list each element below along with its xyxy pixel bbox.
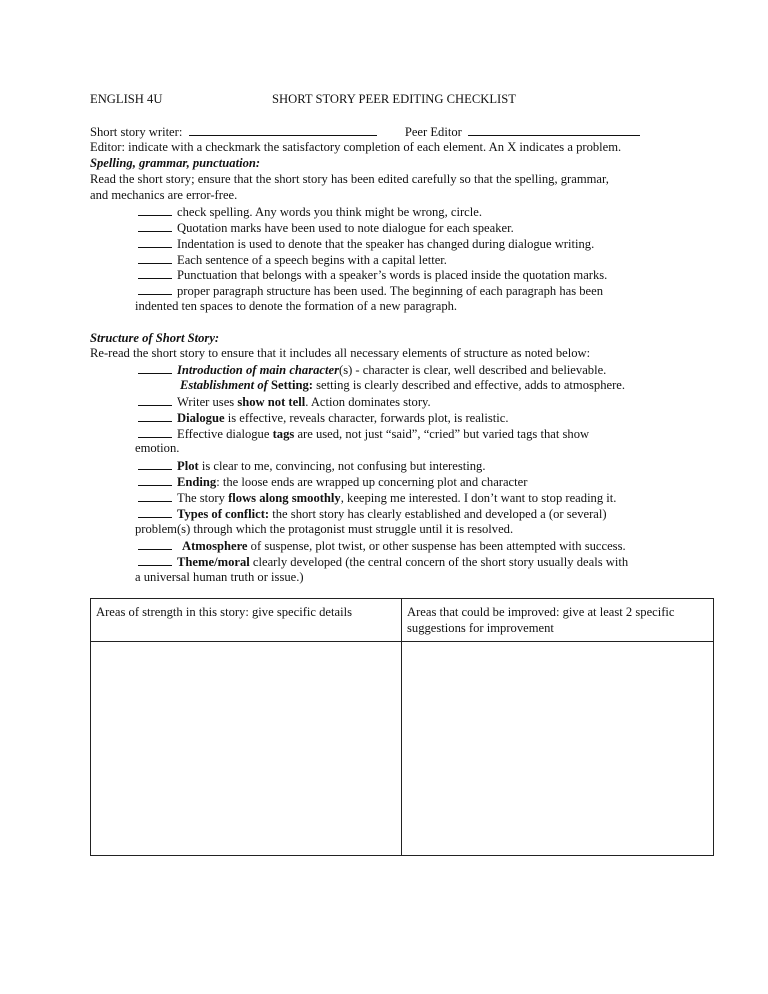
- check-blank[interactable]: [138, 251, 172, 264]
- check-blank[interactable]: [138, 537, 172, 550]
- check-blank[interactable]: [138, 505, 172, 518]
- checklist-item: [138, 537, 626, 554]
- strengths-cell[interactable]: [91, 642, 402, 856]
- page-title: SHORT STORY PEER EDITING CHECKLIST: [272, 92, 516, 106]
- spelling-intro-1: Read the short story; ensure that the short story has been edited carefully so that the spelling, grammar,: [90, 172, 609, 186]
- check-blank[interactable]: [138, 489, 172, 502]
- checklist-item: [138, 409, 508, 426]
- item-text: . Action dominates story.: [305, 395, 431, 409]
- item-text: clearly developed (the central concern of the short story usually deals with: [249, 555, 629, 569]
- item-text: , keeping me interested. I don’t want to stop reading it.: [340, 491, 617, 505]
- item-text: The story: [177, 491, 229, 505]
- item-text: the short story has clearly established and developed a (or several): [269, 507, 607, 521]
- item-bold: Plot: [177, 459, 199, 473]
- item-text: proper paragraph structure has been used. The beginning of each paragraph has been: [177, 284, 604, 298]
- item-text: (s) - character is clear, well described and believable.: [339, 363, 607, 377]
- item-bold: Establishment of: [180, 378, 268, 392]
- item-bold: tags: [272, 427, 295, 441]
- item-bold: Theme/moral: [177, 555, 250, 569]
- item-text: Each sentence of a speech begins with a capital letter.: [177, 253, 447, 267]
- checklist-item: [138, 489, 616, 506]
- item-text: setting is clearly described and effective, adds to atmosphere.: [312, 378, 626, 392]
- header-course: ENGLISH 4U: [90, 92, 163, 106]
- checklist-item: [138, 361, 606, 378]
- item-bold: show not tell: [237, 395, 306, 409]
- structure-heading: Structure of Short Story:: [90, 331, 220, 345]
- checklist-item: [138, 282, 603, 299]
- check-blank[interactable]: [138, 473, 172, 486]
- check-blank[interactable]: [138, 361, 172, 374]
- spelling-intro-2: and mechanics are error-free.: [90, 188, 238, 202]
- item-text: Effective dialogue: [177, 427, 273, 441]
- check-blank[interactable]: [138, 266, 172, 279]
- writer-label: Short story writer:: [90, 125, 183, 139]
- item-continuation: problem(s) through which the protagonist must struggle until it is resolved.: [135, 522, 514, 536]
- checklist-item: [138, 219, 514, 236]
- checklist-item: [138, 473, 527, 490]
- check-blank[interactable]: [138, 553, 172, 566]
- item-text: is effective, reveals character, forwards plot, is realistic.: [224, 411, 509, 425]
- editor-label: Peer Editor: [404, 125, 462, 139]
- names-line: [90, 123, 640, 140]
- structure-intro: Re-read the short story to ensure that it includes all necessary elements of structure as noted below:: [90, 346, 591, 360]
- improvements-header-line-1: Areas that could be improved: give at least 2 specific: [407, 605, 675, 619]
- item-continuation: indented ten spaces to denote the formation of a new paragraph.: [135, 299, 458, 313]
- item-bold: Dialogue: [177, 411, 225, 425]
- checklist-item: [138, 266, 607, 283]
- item-bold: Atmosphere: [182, 539, 248, 553]
- item-text: is clear to me, convincing, not confusing but interesting.: [198, 459, 486, 473]
- writer-name-blank[interactable]: [189, 123, 377, 136]
- editor-name-blank[interactable]: [468, 123, 640, 136]
- checklist-item: [138, 505, 607, 522]
- item-bold: Types of conflict:: [177, 507, 270, 521]
- item-continuation: a universal human truth or issue.): [135, 570, 304, 584]
- strengths-header: Areas of strength in this story: give specific details: [91, 599, 402, 642]
- check-blank[interactable]: [138, 425, 172, 438]
- item-text: Punctuation that belongs with a speaker’s words is placed inside the quotation marks.: [177, 268, 608, 282]
- checklist-item: [138, 393, 431, 410]
- check-blank[interactable]: [138, 219, 172, 232]
- checklist-item: [138, 425, 589, 442]
- check-blank[interactable]: [138, 393, 172, 406]
- checklist-item: [138, 203, 482, 220]
- item-bold: Ending: [177, 475, 217, 489]
- item-text: : the loose ends are wrapped up concerning plot and character: [216, 475, 528, 489]
- spelling-heading: Spelling, grammar, punctuation:: [90, 156, 261, 170]
- check-blank[interactable]: [138, 235, 172, 248]
- item-text: check spelling. Any words you think might be wrong, circle.: [177, 205, 482, 219]
- improvements-cell[interactable]: [402, 642, 714, 856]
- instructions: Editor: indicate with a checkmark the satisfactory completion of each element. An X indicates a problem.: [90, 140, 622, 154]
- item-bold: flows along smoothly: [228, 491, 341, 505]
- checklist-item: [138, 553, 628, 570]
- improvements-header-line-2: suggestions for improvement: [407, 621, 554, 635]
- check-blank[interactable]: [138, 282, 172, 295]
- check-blank[interactable]: [138, 409, 172, 422]
- checklist-item: [180, 377, 625, 393]
- checklist-item: [138, 235, 594, 252]
- item-text: are used, not just “said”, “cried” but varied tags that show: [294, 427, 590, 441]
- checklist-item: [138, 457, 485, 474]
- improvements-header: [402, 599, 714, 642]
- item-text: Indentation is used to denote that the speaker has changed during dialogue writing.: [177, 237, 595, 251]
- check-blank[interactable]: [138, 203, 172, 216]
- item-text: of suspense, plot twist, or other suspense has been attempted with success.: [247, 539, 626, 553]
- item-text: Writer uses: [177, 395, 238, 409]
- item-text: Quotation marks have been used to note dialogue for each speaker.: [177, 221, 514, 235]
- item-bold: Setting:: [270, 378, 313, 392]
- check-blank[interactable]: [138, 457, 172, 470]
- feedback-table: [90, 598, 714, 856]
- item-bold: Introduction of main character: [177, 363, 339, 377]
- item-continuation: emotion.: [135, 441, 180, 455]
